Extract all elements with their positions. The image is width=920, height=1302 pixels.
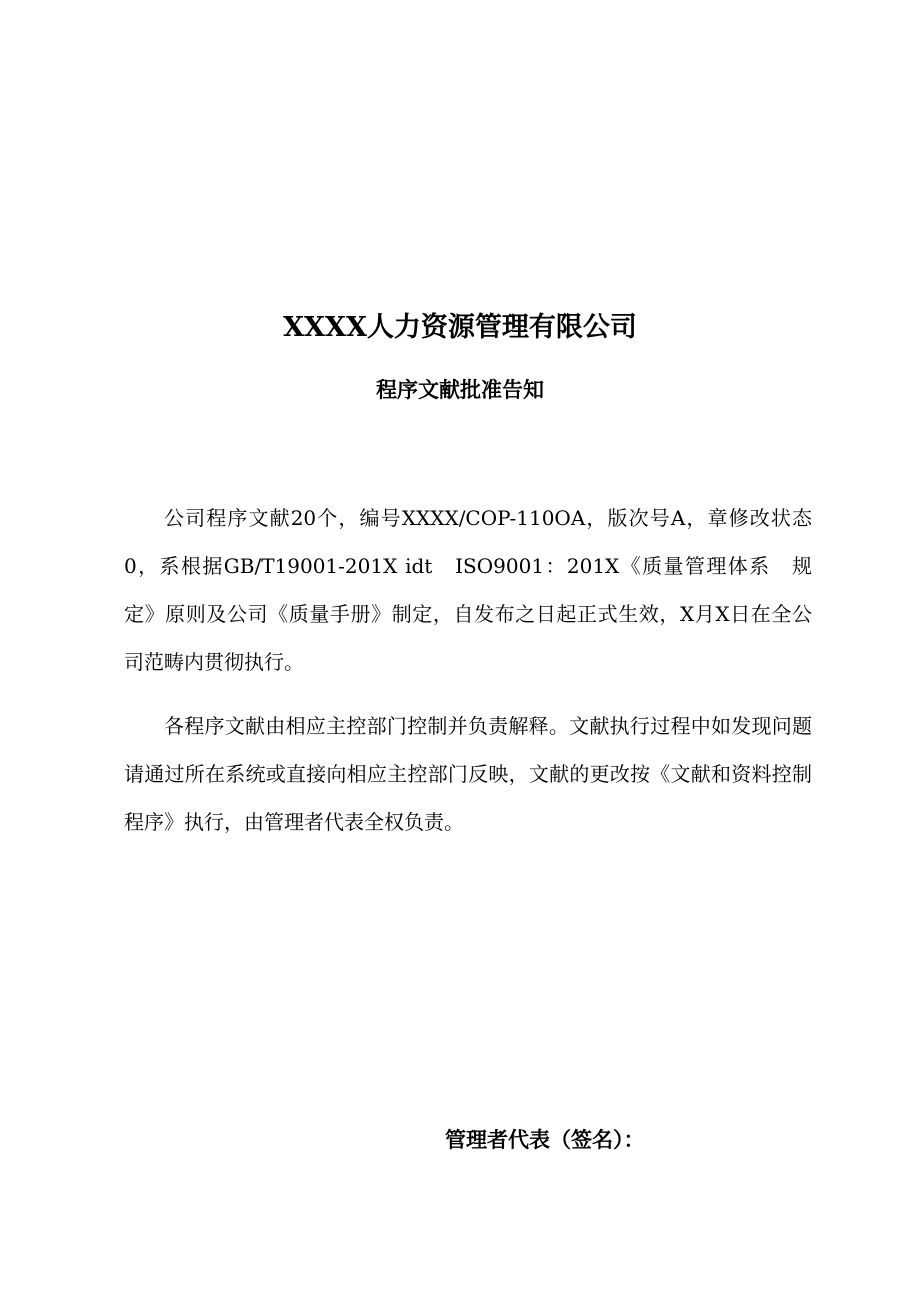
document-subtitle: 程序文献批准告知 [376, 378, 544, 402]
company-title: XXXX人力资源管理有限公司 [283, 312, 637, 343]
approval-paragraph: 公司程序文献20个，编号XXXX/COP-110OA，版次号A，章修改状态0，系根据GB/T19001-201X idt ISO9001：201X《质量管理体系 规定》原则及公司《质量手册》制定，自发布之日起正式生效，X月X日在全公司范畴内贯彻执行。 [124, 506, 812, 674]
responsibility-paragraph: 各程序文献由相应主控部门控制并负责解释。文献执行过程中如发现问题请通过所在系统或直接向相应主控部门反映，文献的更改按《文献和资料控制程序》执行，由管理者代表全权负责。 [124, 714, 812, 834]
signature-label: 管理者代表（签名）： [445, 1128, 645, 1152]
